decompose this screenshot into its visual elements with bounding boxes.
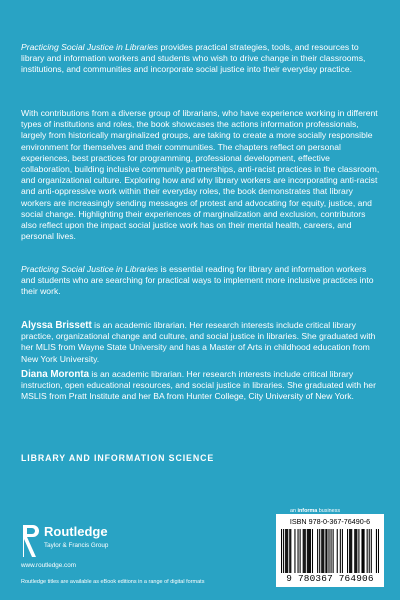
barcode-bar	[333, 529, 334, 573]
barcode-bar	[307, 529, 308, 573]
publisher-logo	[21, 522, 131, 562]
informa-suffix: business	[317, 508, 341, 514]
barcode-bar	[300, 529, 301, 573]
description-text: With contributions from a diverse group of librarians, who have experience working in different types of institutions and roles, the book showcases the actions information professionals, largely from historically marginalized groups, are taking to create a more socially responsible environment for themselves and their communities. The chapters reflect on personal experiences, best practices for programming, professional development, effective collaboration, building inclusive community partnerships, anti-racist practices in the classroom, and organizational culture. Exploring how and why library workers are incorporating anti-racist and anti-oppressive work within their everyday roles, the book demonstrates that library workers are increasingly sending messages of protest and advocating for equity, justice, and social change. Highlighting their experiences of marginalization and exclusion, contributors also reflect upon the impact social justice work has on their mental health, careers, and personal lives.	[21, 108, 380, 242]
barcode-bar	[294, 529, 295, 573]
barcode-bar	[350, 529, 351, 573]
barcode-bar	[304, 529, 305, 573]
routledge-logo-icon	[21, 523, 39, 559]
closing-paragraph	[21, 264, 383, 298]
barcode-bar	[287, 529, 288, 573]
barcode-bar	[317, 529, 318, 573]
barcode-bar	[303, 529, 304, 573]
barcode-bar	[362, 529, 363, 573]
isbn-text: ISBN 978-0-367-76490-6	[289, 517, 371, 526]
barcode-bar	[281, 529, 282, 573]
barcode-bar	[319, 529, 320, 573]
intro-text: provides practical strategies, tools, and resources to library and information workers and students who wish to drive change in their classrooms, institutions, and communities and incorporate social justice into their everyday practice.	[21, 42, 366, 75]
book-title-italic: Practicing Social Justice in Libraries	[21, 42, 159, 52]
barcode-bar	[305, 529, 306, 573]
barcode-bar	[285, 529, 286, 573]
barcode-bar	[283, 529, 284, 573]
barcode-bar	[308, 529, 309, 573]
barcode-bar	[309, 529, 310, 573]
barcode-bar	[369, 529, 370, 573]
subject-category: LIBRARY AND INFORMATION SCIENCE	[21, 453, 215, 463]
description-paragraph	[21, 108, 383, 242]
barcode-bar	[376, 529, 377, 573]
barcode-bar	[364, 529, 365, 573]
barcode-bar	[367, 529, 368, 573]
author-name: Alyssa Brissett	[21, 320, 92, 331]
ebook-footnote: Routledge titles are available as eBook editions in a range of digital formats	[21, 579, 205, 585]
publisher-website: www.routledge.com	[21, 562, 76, 569]
barcode-bar	[378, 529, 379, 573]
barcode-bar	[349, 529, 350, 573]
barcode-digits: 9 780367 764906	[286, 573, 374, 584]
informa-brand: informa	[297, 508, 318, 514]
barcode-bar	[337, 529, 338, 573]
barcode-bar	[289, 529, 290, 573]
barcode-bar	[286, 529, 287, 573]
barcode-bar	[331, 529, 332, 573]
barcode-bar	[342, 529, 343, 573]
barcode-bar	[290, 529, 291, 573]
barcode-bar	[325, 529, 326, 573]
publisher-name: Routledge	[44, 524, 108, 539]
intro-paragraph	[21, 42, 383, 76]
informa-prefix: an	[290, 508, 298, 514]
barcode-bar	[310, 529, 311, 573]
barcode-bar	[351, 529, 352, 573]
barcode-bar	[298, 529, 299, 573]
author-bio	[21, 369, 383, 403]
barcode-bar	[347, 529, 348, 573]
author-bio-text: is an academic librarian. Her research interests include critical library practice, organizational change and culture, and social justice in libraries. She graduated with her MLIS from Wayne State University and has a Master of Arts in childhood education from New York University.	[21, 320, 376, 364]
barcode-bar	[361, 529, 362, 573]
barcode-bar	[328, 529, 329, 573]
closing-text: is essential reading for library and information workers and students who are searching for practical ways to implement more inclusive practices into their work.	[21, 264, 374, 297]
barcode-bar	[340, 529, 341, 573]
book-title-italic: Practicing Social Justice in Libraries	[21, 264, 159, 274]
author-bio	[21, 320, 383, 365]
barcode-bar	[371, 529, 372, 573]
isbn-barcode-box	[276, 514, 384, 587]
barcode-bar	[312, 529, 313, 573]
author-name: Diana Moronta	[21, 369, 90, 380]
barcode-bar	[354, 529, 355, 573]
barcode-bar	[323, 529, 324, 573]
barcode-bar	[322, 529, 323, 573]
barcode-bar	[326, 529, 327, 573]
barcode-bar	[356, 529, 357, 573]
author-bio-text: is an academic librarian. Her research interests include critical library instruction, open educational resources, and social justice in libraries. She graduated with her MSLIS from Pratt Institute and her BA from Hunter College, City University of New York.	[21, 369, 376, 402]
barcode-bar	[321, 529, 322, 573]
barcode-bar	[358, 529, 359, 573]
barcode-bar	[355, 529, 356, 573]
barcode	[281, 529, 379, 573]
publisher-group: Taylor & Francis Group	[44, 542, 109, 549]
